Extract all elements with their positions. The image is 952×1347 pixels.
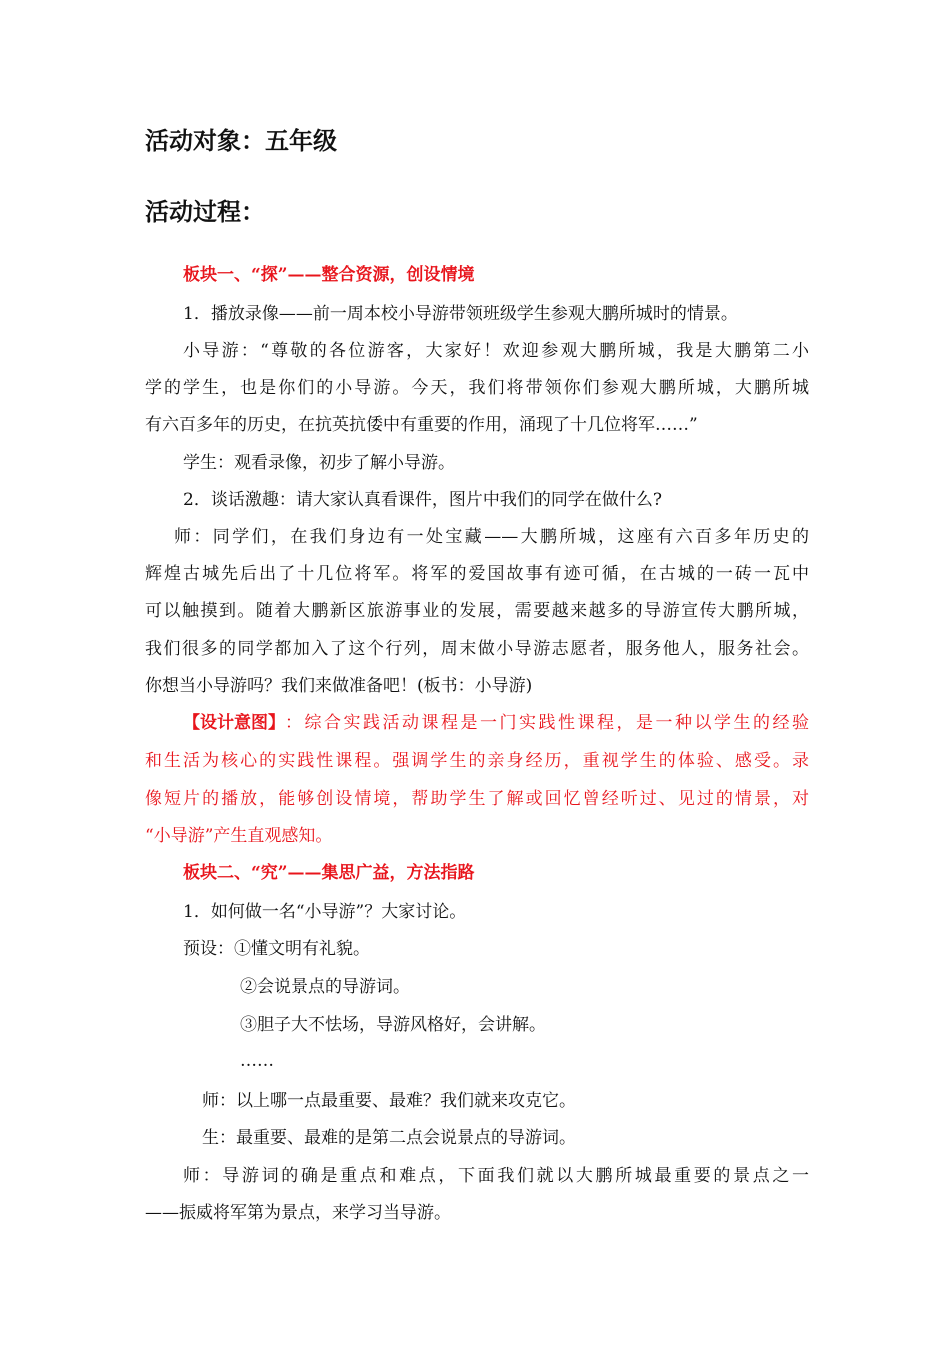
paragraph-line: 2．谈话激趣：请大家认真看课件，图片中我们的同学在做什么? [183, 490, 662, 510]
paragraph-line: 有六百多年的历史，在抗英抗倭中有重要的作用，涌现了十几位将军……” [145, 415, 698, 435]
design-intent-label: 【设计意图】 [183, 713, 285, 733]
design-intent-line: 和生活为核心的实践性课程。强调学生的亲身经历，重视学生的体验、感受。录 [145, 751, 809, 771]
design-intent-line: “小导游”产生直观感知。 [145, 826, 333, 846]
paragraph-line: 小导游：“尊敬的各位游客，大家好！欢迎参观大鹏所城，我是大鹏第二小 [183, 341, 809, 361]
paragraph-line: 可以触摸到。随着大鹏新区旅游事业的发展，需要越来越多的导游宣传大鹏所城， [145, 601, 809, 621]
preset-line: ②会说景点的导游词。 [240, 977, 410, 997]
paragraph-line: 1．如何做一名“小导游”？大家讨论。 [183, 902, 467, 922]
ellipsis-line: …… [240, 1051, 274, 1071]
paragraph-line: 学生：观看录像，初步了解小导游。 [183, 453, 455, 473]
paragraph-line: 你想当小导游吗？我们来做准备吧！(板书：小导游) [145, 676, 533, 696]
paragraph-line: 师：导游词的确是重点和难点，下面我们就以大鹏所城最重要的景点之一 [183, 1166, 809, 1186]
paragraph-line: 学的学生，也是你们的小导游。今天，我们将带领你们参观大鹏所城，大鹏所城 [145, 378, 809, 398]
paragraph-line: 师：以上哪一点最重要、最难？我们就来攻克它。 [202, 1091, 576, 1111]
paragraph-line: 我们很多的同学都加入了这个行列，周末做小导游志愿者，服务他人，服务社会。 [145, 639, 809, 659]
heading-activity-process: 活动过程： [145, 198, 265, 226]
paragraph-line: 1．播放录像——前一周本校小导游带领班级学生参观大鹏所城时的情景。 [183, 304, 738, 324]
design-intent-first-line [183, 711, 809, 735]
heading-activity-target: 活动对象：五年级 [145, 127, 337, 155]
design-intent-text: ：综合实践活动课程是一门实践性课程，是一种以学生的经验 [285, 713, 809, 733]
design-intent-line: 像短片的播放，能够创设情境，帮助学生了解或回忆曾经听过、见过的情景，对 [145, 789, 809, 809]
paragraph-line: 师：同学们，在我们身边有一处宝藏——大鹏所城，这座有六百多年历史的 [174, 527, 809, 547]
section2-title: 板块二、“究”——集思广益，方法指路 [183, 863, 475, 883]
paragraph-line: 生：最重要、最难的是第二点会说景点的导游词。 [202, 1128, 576, 1148]
paragraph-line: ——振威将军第为景点，来学习当导游。 [145, 1203, 451, 1223]
paragraph-line: 辉煌古城先后出了十几位将军。将军的爱国故事有迹可循，在古城的一砖一瓦中 [145, 564, 809, 584]
preset-line: ③胆子大不怯场，导游风格好，会讲解。 [240, 1015, 546, 1035]
preset-line: 预设：①懂文明有礼貌。 [183, 939, 370, 959]
section1-title: 板块一、“探”——整合资源，创设情境 [183, 265, 475, 285]
